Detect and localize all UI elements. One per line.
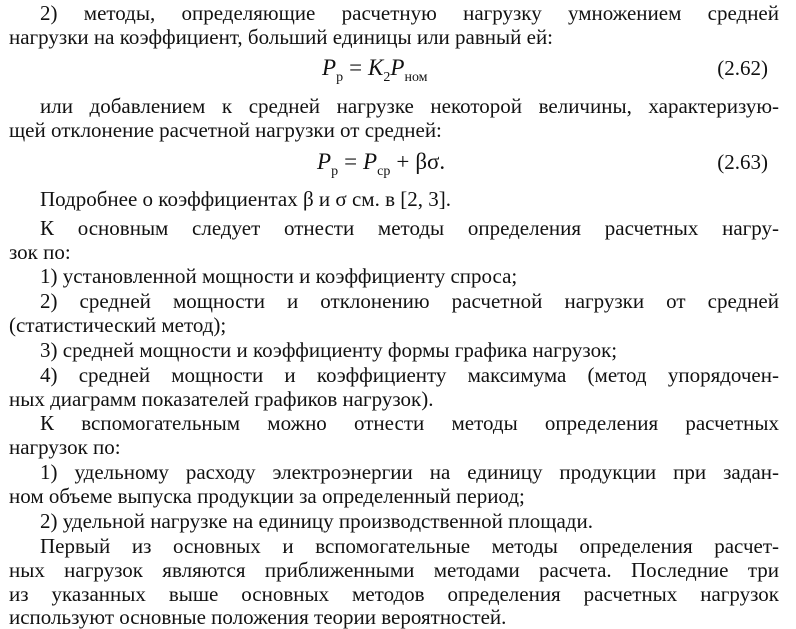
paragraph-2-line-2: щей отклонение расчетной нагрузки от средней: <box>9 118 442 142</box>
list-main-item-4-line-1: 4) средней мощности и коэффициенту максимума (метод упорядочен- <box>40 363 779 387</box>
formula-2-63-equals: = <box>344 149 358 174</box>
formula-2-62 <box>322 55 428 85</box>
list-main-item-2-line-2: (статистический метод); <box>9 313 227 337</box>
list-aux-item-1-line-2: ном объеме выпуска продукции за определенный период; <box>9 484 525 508</box>
formula-2-63-plus: + <box>396 149 410 174</box>
formula-2-63-lhs-sub: р <box>331 164 339 179</box>
equation-number-2-62: (2.62) <box>717 56 768 80</box>
paragraph-4-line-2: зок по: <box>9 240 71 264</box>
formula-2-63-tail: βσ. <box>415 149 446 174</box>
formula-2-62-k-sub: 2 <box>383 70 391 85</box>
paragraph-5-line-2: нагрузок по: <box>9 435 121 459</box>
list-aux-item-2: 2) удельной нагрузке на единицу производственной площади. <box>40 509 593 533</box>
paragraph-6-line-4: используют основные положения теории вероятностей. <box>9 605 507 629</box>
list-main-item-1: 1) установленной мощности и коэффициенту спроса; <box>40 264 518 288</box>
formula-2-62-p-sub: ном <box>404 70 428 85</box>
formula-2-63 <box>317 149 446 179</box>
paragraph-4-line-1: К основным следует отнести методы определения расчетных нагру- <box>40 216 779 240</box>
paragraph-6-line-1: Первый из основных и вспомогательные методы определения расчет- <box>40 534 779 558</box>
formula-2-62-k-symbol: K <box>368 55 384 80</box>
formula-2-62-p-symbol: P <box>390 55 405 80</box>
formula-2-63-p-symbol: P <box>363 149 378 174</box>
paragraph-6-line-2: ных нагрузок являются приближенными методами расчета. Последние три <box>9 558 779 582</box>
paragraph-6-line-3: из указанных выше основных методов определения расчетных нагрузок <box>9 582 779 606</box>
formula-2-62-equals: = <box>349 55 363 80</box>
formula-2-63-lhs-symbol: P <box>317 149 332 174</box>
formula-2-63-p-sub: ср <box>377 164 391 179</box>
formula-2-62-lhs-symbol: P <box>322 55 337 80</box>
paragraph-1-line-1: 2) методы, определяющие расчетную нагрузку умножением средней <box>40 1 779 25</box>
list-main-item-3: 3) средней мощности и коэффициенту формы графика нагрузок; <box>40 338 618 362</box>
list-main-item-2-line-1: 2) средней мощности и отклонению расчетной нагрузки от средней <box>40 289 779 313</box>
equation-number-2-63: (2.63) <box>717 150 768 174</box>
paragraph-5-line-1: К вспомогательным можно отнести методы определения расчетных <box>40 411 779 435</box>
paragraph-3-line-1: Подробнее о коэффициентах β и σ см. в [2, 3]. <box>40 187 451 211</box>
list-main-item-4-line-2: ных диаграмм показателей графиков нагрузок). <box>9 387 434 411</box>
paragraph-2-line-1: или добавлением к средней нагрузке некоторой величины, характеризую- <box>40 94 779 118</box>
formula-2-62-lhs-sub: р <box>336 70 344 85</box>
paragraph-1-line-2: нагрузки на коэффициент, больший единицы или равный ей: <box>9 25 554 49</box>
list-aux-item-1-line-1: 1) удельному расходу электроэнергии на единицу продукции при задан- <box>40 460 779 484</box>
